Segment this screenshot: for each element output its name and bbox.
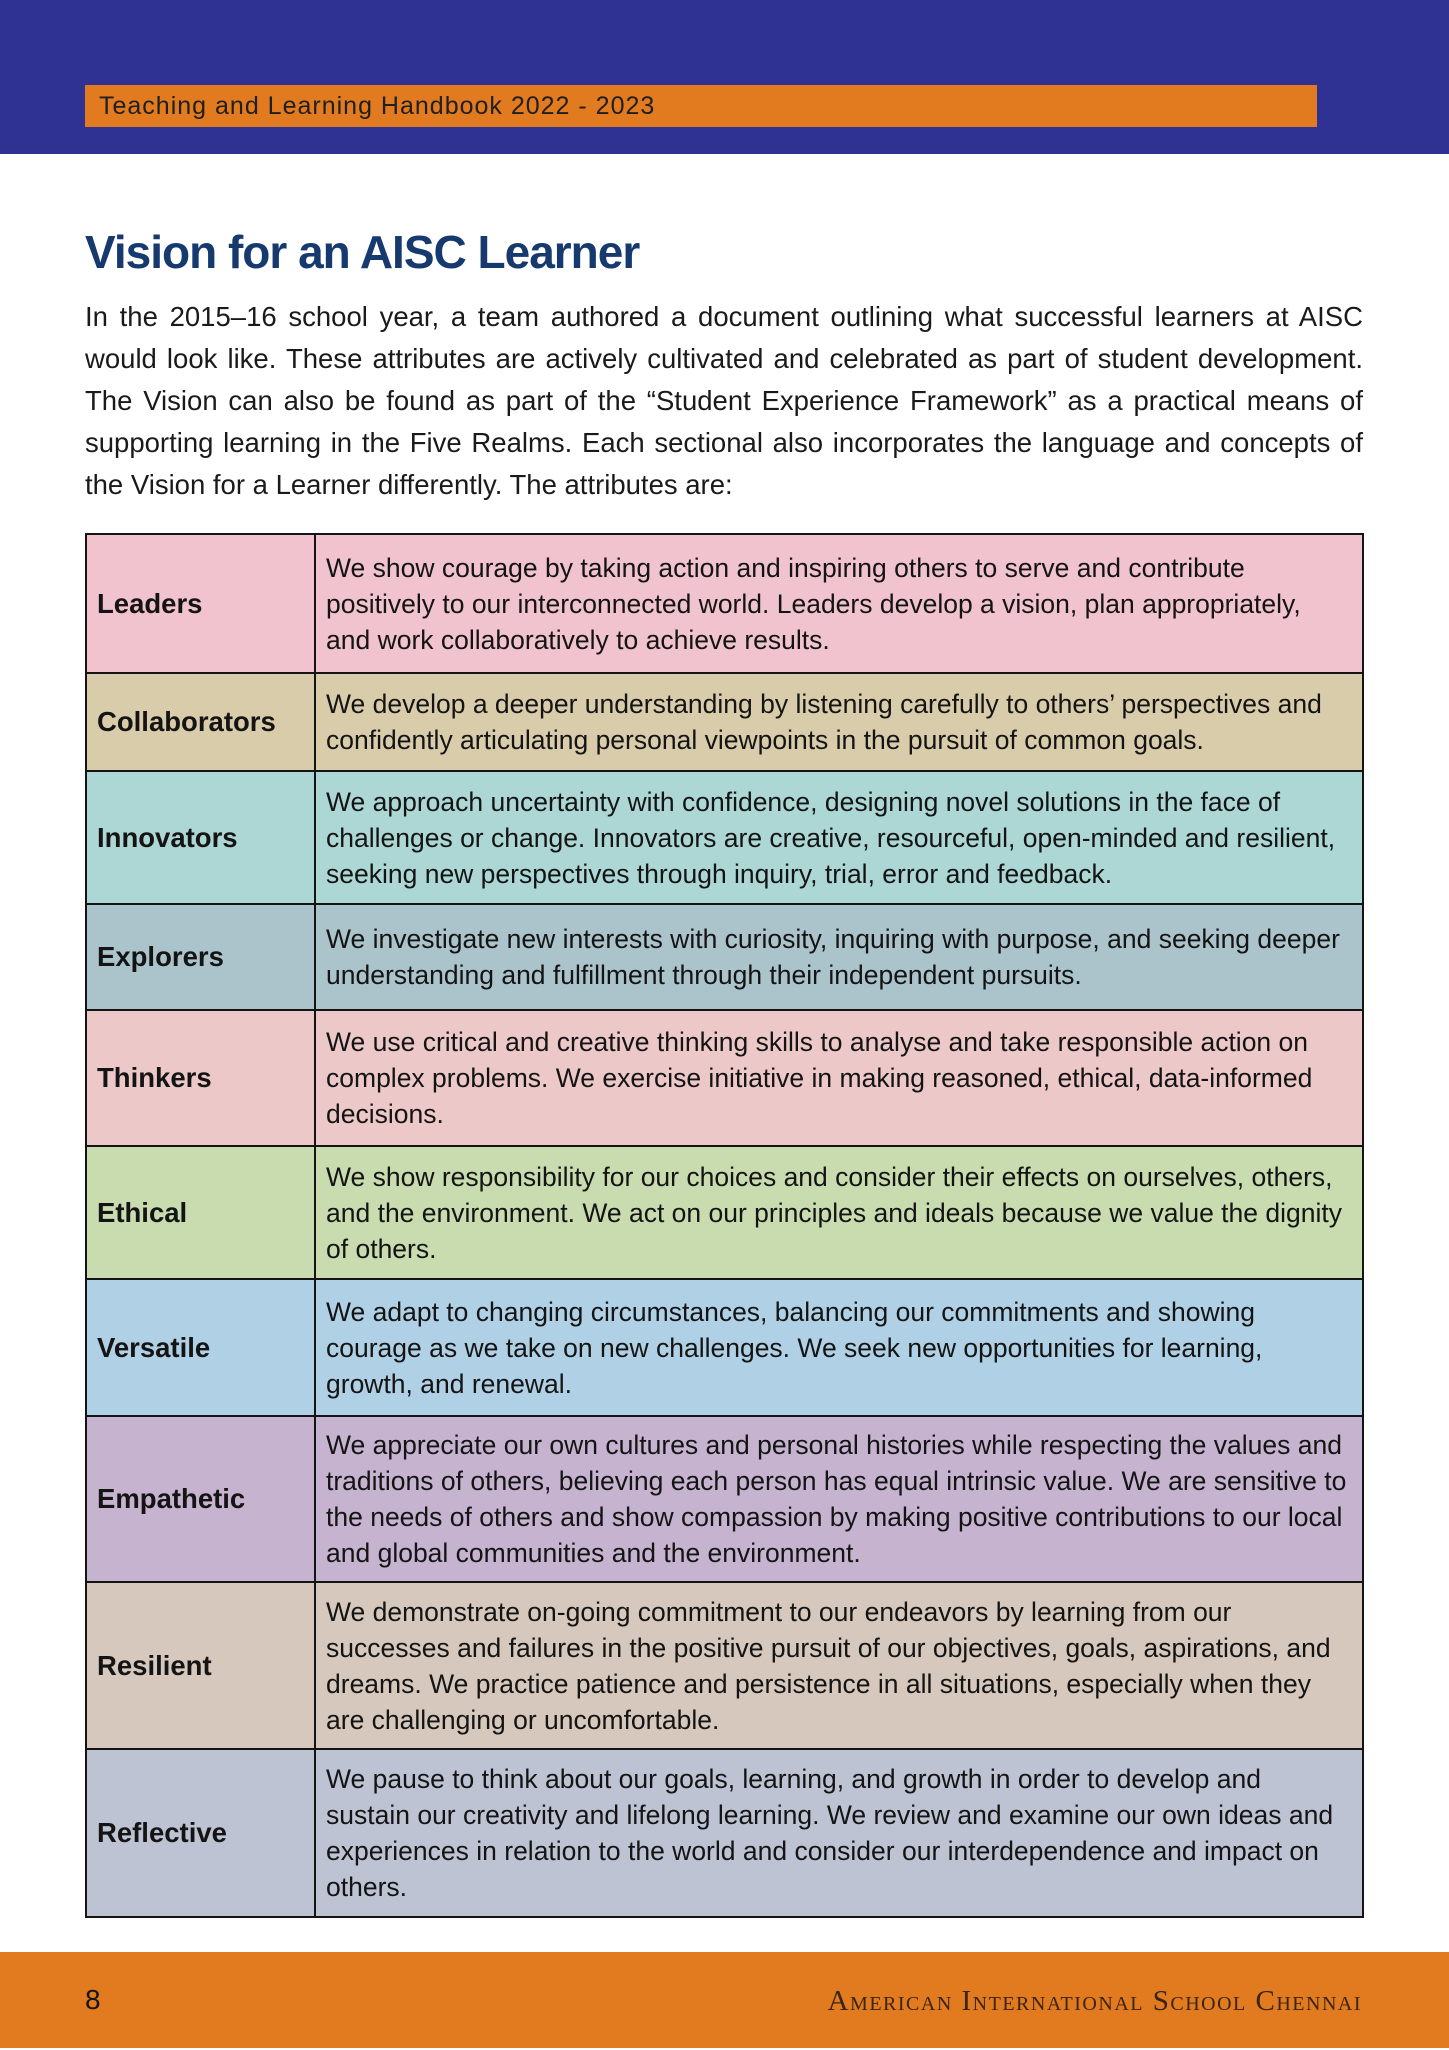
attribute-name: Collaborators — [86, 673, 315, 771]
table-row — [86, 1416, 1363, 1582]
attribute-description: We pause to think about our goals, learning, and growth in order to develop and sustain our creativity and lifelong learning. We review and examine our own ideas and experiences in relation to the world and consider our interdependence and impact on others. — [315, 1749, 1363, 1917]
table-row — [86, 1010, 1363, 1146]
attribute-name: Ethical — [86, 1146, 315, 1279]
school-name: American International School Chennai — [827, 1985, 1362, 2017]
table-row — [86, 534, 1363, 673]
table-row — [86, 904, 1363, 1010]
attribute-description: We investigate new interests with curiosity, inquiring with purpose, and seeking deeper understanding and fulfillment through their independent pursuits. — [315, 904, 1363, 1010]
attribute-name: Leaders — [86, 534, 315, 673]
table-row — [86, 1146, 1363, 1279]
page-title: Vision for an AISC Learner — [85, 226, 640, 278]
header-strip — [85, 85, 1317, 127]
attribute-name: Reflective — [86, 1749, 315, 1917]
attribute-name: Thinkers — [86, 1010, 315, 1146]
attribute-description: We appreciate our own cultures and personal histories while respecting the values and traditions of others, believing each person has equal intrinsic value. We are sensitive to the needs of others and show compassion by making positive contributions to our local and global communities and the environment. — [315, 1416, 1363, 1582]
attribute-name: Innovators — [86, 771, 315, 904]
table-row — [86, 1279, 1363, 1416]
attribute-name: Explorers — [86, 904, 315, 1010]
attribute-description: We demonstrate on-going commitment to our endeavors by learning from our successes and failures in the positive pursuit of our objectives, goals, aspirations, and dreams. We practice patience and persistence in all situations, especially when they are challenging or uncomfortable. — [315, 1582, 1363, 1749]
attribute-description: We approach uncertainty with confidence, designing novel solutions in the face of challenges or change. Innovators are creative, resourceful, open-minded and resilient, seeking new perspectives through inquiry, trial, error and feedback. — [315, 771, 1363, 904]
table-row — [86, 1582, 1363, 1749]
attribute-description: We use critical and creative thinking skills to analyse and take responsible action on complex problems. We exercise initiative in making reasoned, ethical, data-informed decisions. — [315, 1010, 1363, 1146]
table-row — [86, 673, 1363, 771]
attribute-description: We show responsibility for our choices and consider their effects on ourselves, others, and the environment. We act on our principles and ideals because we value the dignity of others. — [315, 1146, 1363, 1279]
attribute-name: Resilient — [86, 1582, 315, 1749]
top-band — [0, 0, 1449, 154]
attribute-name: Empathetic — [86, 1416, 315, 1582]
intro-paragraph: In the 2015–16 school year, a team authored a document outlining what successful learners at AISC would look like. These attributes are actively cultivated and celebrated as part of student development. The Vision can also be found as part of the “Student Experience Framework” as a practical means of supporting learning in the Five Realms. Each sectional also incorporates the language and concepts of the Vision for a Learner differently. The attributes are: — [85, 301, 1363, 500]
attribute-name: Versatile — [86, 1279, 315, 1416]
attribute-description: We develop a deeper understanding by listening carefully to others’ perspectives and confidently articulating personal viewpoints in the pursuit of common goals. — [315, 673, 1363, 771]
table-row — [86, 1749, 1363, 1917]
attribute-description: We adapt to changing circumstances, balancing our commitments and showing courage as we take on new challenges. We seek new opportunities for learning, growth, and renewal. — [315, 1279, 1363, 1416]
table-row — [86, 771, 1363, 904]
footer-bar — [0, 1952, 1449, 2048]
attribute-description: We show courage by taking action and inspiring others to serve and contribute positively to our interconnected world. Leaders develop a vision, plan appropriately, and work collaboratively to achieve results. — [315, 534, 1363, 673]
attributes-table — [85, 533, 1364, 1918]
handbook-title: Teaching and Learning Handbook 2022 - 2023 — [99, 92, 656, 120]
page-number: 8 — [85, 1984, 101, 2015]
